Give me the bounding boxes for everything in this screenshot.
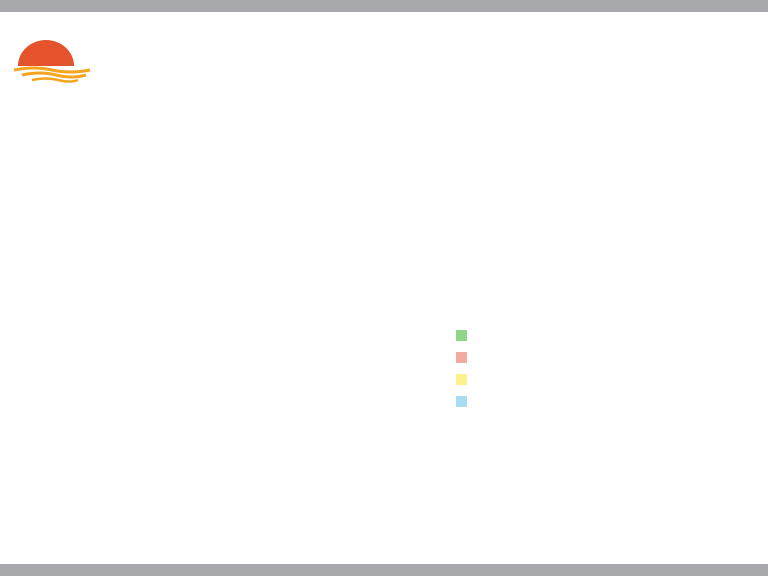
legend-swatch: [456, 352, 467, 363]
legend-swatch: [456, 330, 467, 341]
legend-swatch: [456, 396, 467, 407]
legend-swatch: [456, 374, 467, 385]
